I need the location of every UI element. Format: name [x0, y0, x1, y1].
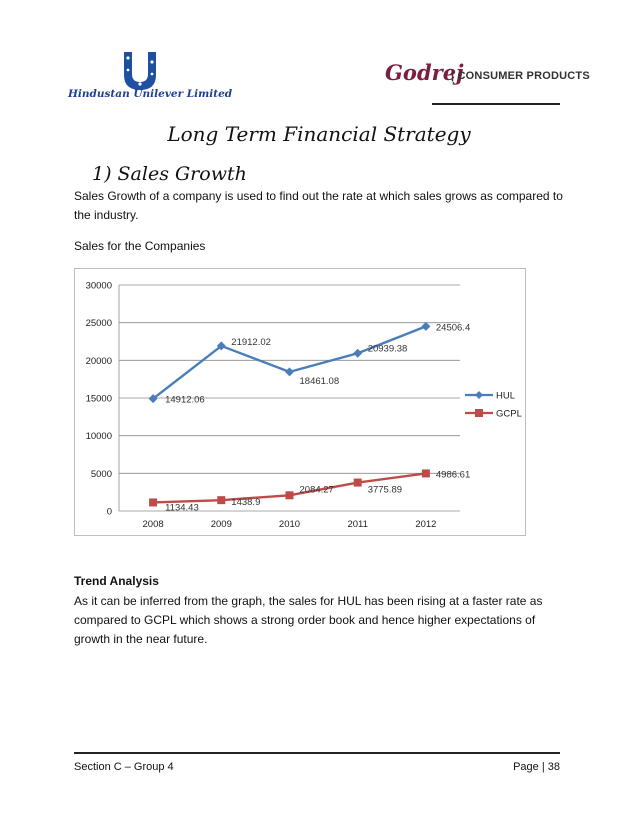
data-point-hul	[285, 367, 294, 376]
y-tick-label: 25000	[85, 318, 112, 330]
data-label-hul: 21912.02	[231, 336, 271, 348]
data-point-gcpl	[149, 498, 157, 506]
sales-chart	[74, 268, 526, 536]
y-tick-label: 5000	[90, 468, 112, 480]
legend-label-gcpl: GCPL	[496, 408, 522, 420]
legend-marker-gcpl	[475, 409, 483, 417]
y-tick-label: 0	[106, 506, 112, 518]
data-label-hul: 18461.08	[299, 375, 340, 387]
data-label-gcpl: 4986.61	[435, 469, 471, 481]
data-label-hul: 14912.06	[165, 394, 205, 406]
header-rule	[432, 103, 560, 105]
data-point-gcpl	[422, 469, 430, 477]
x-tick-label: 2008	[142, 519, 164, 530]
hul-logo-text: Hindustan Unilever Limited	[68, 88, 233, 100]
page-number: Page | 38	[513, 761, 560, 773]
data-point-gcpl	[217, 496, 225, 504]
godrej-logo-caption: | CONSUMER PRODUCTS	[451, 70, 590, 82]
data-point-gcpl	[286, 491, 294, 499]
legend-marker-hul	[475, 391, 483, 399]
data-label-gcpl: 2084.27	[299, 484, 334, 496]
page-title: Long Term Financial Strategy	[167, 122, 471, 146]
footer-section: Section C – Group 4	[74, 761, 174, 773]
data-label-gcpl: 3775.89	[367, 484, 403, 496]
y-tick-label: 10000	[85, 431, 112, 443]
x-tick-label: 2011	[347, 519, 368, 530]
footer-rule	[74, 752, 560, 754]
data-label-hul: 20939.38	[367, 343, 408, 355]
y-tick-label: 15000	[85, 393, 112, 405]
y-tick-label: 30000	[85, 280, 112, 292]
trend-paragraph: As it can be inferred from the graph, the sales for HUL has been rising at a faster rate as compared to GCPL which shows a strong order book and hence higher expectations of growth in the near future.	[74, 594, 543, 646]
trend-heading: Trend Analysis	[74, 574, 159, 588]
data-point-hul	[353, 349, 362, 358]
y-tick-label: 20000	[85, 355, 112, 367]
data-point-gcpl	[354, 479, 362, 487]
section-heading: 1) Sales Growth	[92, 163, 247, 185]
x-tick-label: 2012	[415, 519, 437, 530]
x-tick-label: 2009	[210, 519, 232, 530]
data-point-hul	[421, 322, 430, 331]
series-line-hul	[153, 326, 426, 398]
data-label-gcpl: 1438.9	[231, 497, 261, 509]
godrej-logo: Godrej	[385, 60, 464, 85]
sales-line-chart	[75, 269, 525, 535]
x-tick-label: 2010	[278, 519, 301, 530]
chart-caption: Sales for the Companies	[74, 239, 206, 253]
data-label-hul: 24506.4	[435, 322, 471, 334]
data-label-gcpl: 1134.43	[165, 502, 199, 514]
intro-paragraph: Sales Growth of a company is used to find out the rate at which sales grows as compared to the industry.	[74, 189, 563, 222]
legend-label-hul: HUL	[496, 390, 516, 402]
